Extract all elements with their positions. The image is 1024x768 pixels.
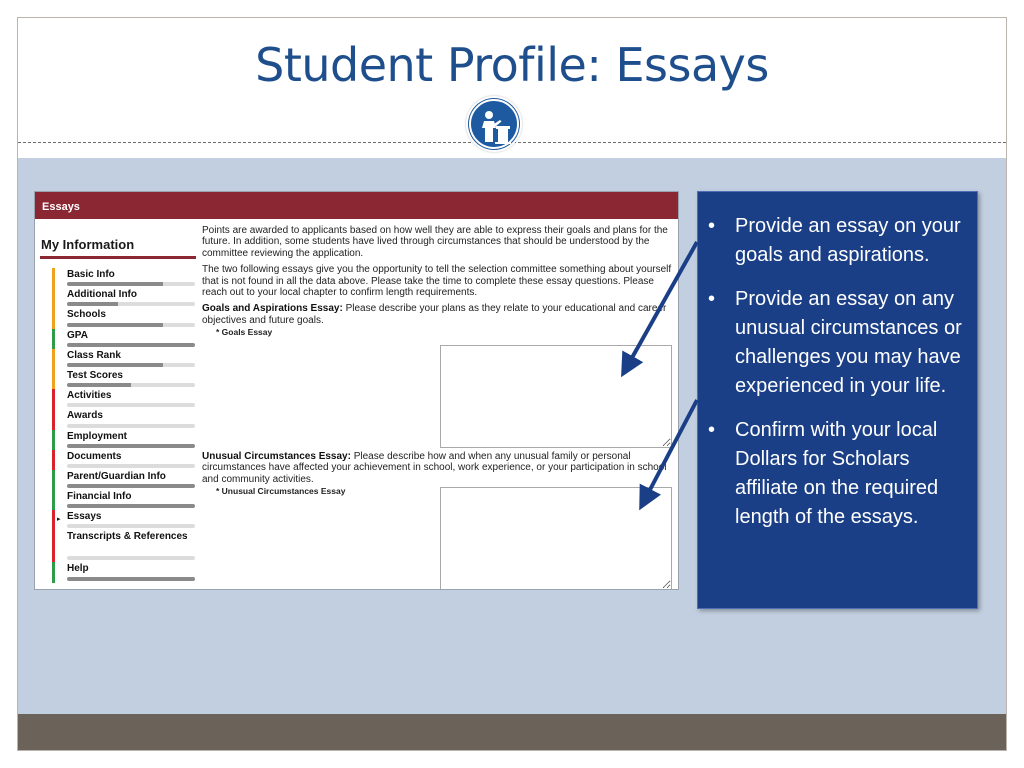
bullet-text: Confirm with your local Dollars for Scholars affiliate on the required length of the essays. bbox=[735, 419, 939, 528]
sidebar-item-label: Help bbox=[67, 563, 89, 575]
sidebar-item-label: Activities bbox=[67, 390, 112, 402]
sidebar-item-label: Essays bbox=[67, 511, 102, 523]
sidebar-item-label: Additional Info bbox=[67, 289, 137, 301]
slide-title: Student Profile: Essays bbox=[255, 38, 769, 92]
sidebar-item-label: Schools bbox=[67, 309, 106, 321]
goals-heading: Goals and Aspirations Essay: bbox=[202, 303, 343, 315]
bullet-dot: • bbox=[708, 288, 716, 310]
bullet-text: Provide an essay on your goals and aspirations. bbox=[735, 215, 961, 266]
sidebar-item-label: Class Rank bbox=[67, 349, 121, 361]
unusual-description: Please describe how and when any unusual family or personal circumstances have affected your achievement in school, work experience, or your participation in school and community activities. bbox=[202, 451, 667, 485]
unusual-heading: Unusual Circumstances Essay: bbox=[202, 451, 351, 462]
sidebar-item-label: GPA bbox=[67, 329, 88, 341]
sidebar-item-label: Transcripts & References bbox=[67, 531, 188, 543]
arrow-to-goals-essay bbox=[624, 242, 697, 372]
sidebar-item-label: Financial Info bbox=[67, 491, 132, 503]
intro-paragraph-2: The two following essays give you the opportunity to tell the selection committee something about yourself that is not found in all the data above. Please take the time to complete these essay questions. Please reach out to your local chapter to confirm length requirements. bbox=[202, 264, 672, 299]
sidebar-item-label: Employment bbox=[67, 430, 128, 442]
sidebar-item-label: Test Scores bbox=[67, 369, 123, 381]
sidebar-item-label: Parent/Guardian Info bbox=[67, 470, 166, 482]
current-item-arrow-icon: ▸ bbox=[57, 516, 61, 524]
arrow-to-unusual-essay bbox=[642, 400, 697, 505]
unusual-essay-label: * Unusual Circumstances Essay bbox=[216, 486, 346, 497]
sidebar-title: My Information bbox=[41, 237, 135, 252]
sidebar-item-label: Awards bbox=[67, 410, 103, 422]
bullet-dot: • bbox=[708, 215, 716, 237]
intro-paragraph-1: Points are awarded to applicants based on how well they are able to express their goals and plans for the future. In addition, some students have lived through circumstances that should be understood by the committee reviewing the application. bbox=[202, 225, 668, 259]
goals-essay-label: * Goals Essay bbox=[216, 327, 273, 338]
bullet-text: Provide an essay on any unusual circumstances or challenges you may have experienced in your life. bbox=[735, 288, 962, 397]
essays-header: Essays bbox=[35, 192, 678, 219]
sidebar-item-label: Documents bbox=[67, 450, 122, 462]
goals-description: Please describe your plans as they relate to your educational and career objectives and future goals. bbox=[202, 303, 667, 326]
sidebar-item-label: Basic Info bbox=[67, 269, 115, 280]
bullet-dot: • bbox=[708, 419, 716, 441]
